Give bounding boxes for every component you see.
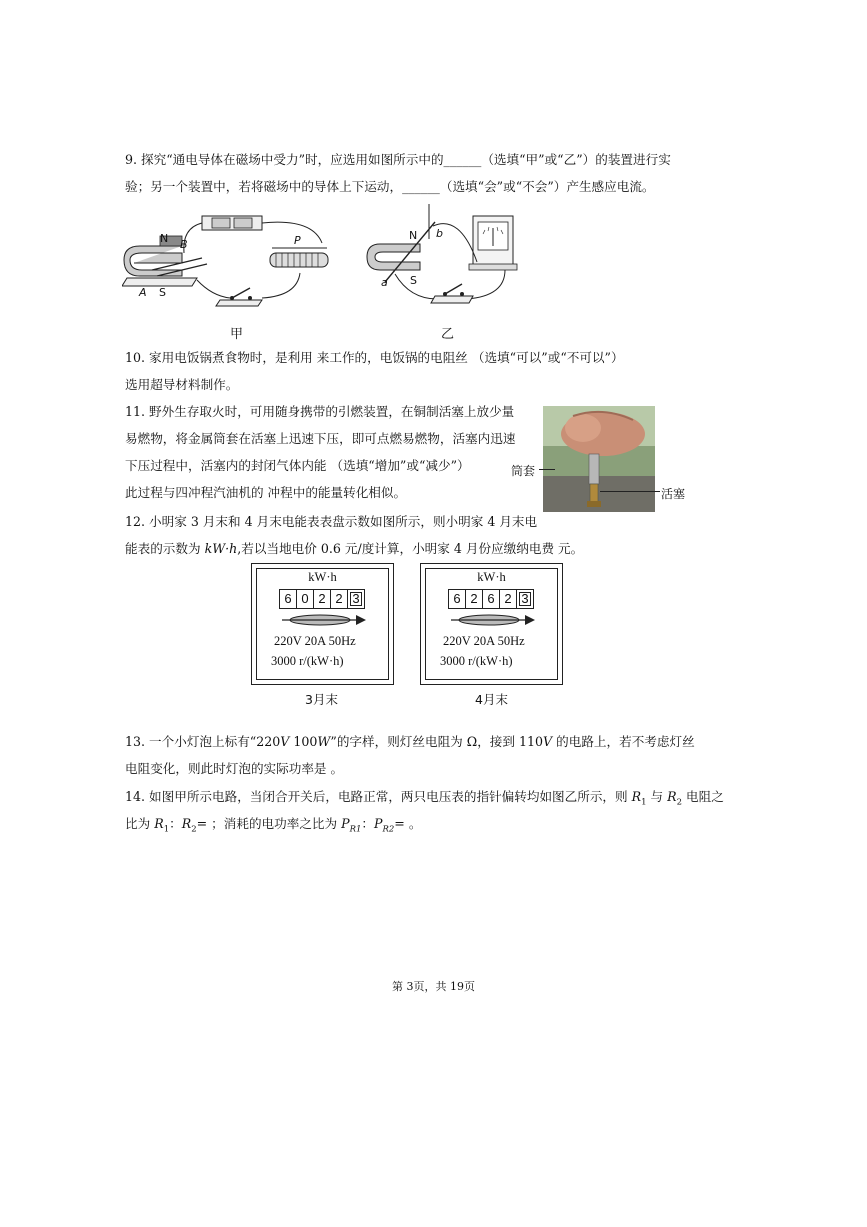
meter-march bbox=[251, 563, 394, 685]
q11-line1: 11. 野外生存取火时，可用随身携带的引燃装置，在铜制活塞上放少量 bbox=[125, 404, 515, 419]
q14-P1: P bbox=[341, 816, 350, 831]
q14-ratio-R1-sub: 1 bbox=[163, 824, 170, 835]
meter-april-spec2: 3000 r/(kW·h) bbox=[440, 654, 513, 668]
q14-P1-sub: R1 bbox=[349, 824, 362, 835]
q13-line1-part-b: 100 bbox=[289, 734, 318, 749]
meter-april bbox=[420, 563, 563, 685]
q11-line2: 易燃物，将金属筒套在活塞上迅速下压，即可点燃易燃物，活塞内迅速 bbox=[125, 431, 516, 446]
q12-line2 bbox=[125, 539, 583, 559]
q14-line1 bbox=[125, 787, 724, 813]
q12-line2-part-b: ,若以当地电价 0.6 元/度计算，小明家 4 月份应缴纳电费 元。 bbox=[237, 541, 584, 556]
q13-line1-part-d: 的电路上，若不考虑灯丝 bbox=[552, 734, 695, 749]
meter-april-digit: 3 bbox=[517, 590, 533, 608]
q13-line1-part-a: 13. 一个小灯泡上标有“220 bbox=[125, 734, 281, 749]
meter-march-spec2: 3000 r/(kW·h) bbox=[271, 654, 344, 668]
q14-ratio-R1: R bbox=[154, 816, 164, 831]
meter-april-digit: 6 bbox=[449, 590, 466, 608]
fig-jia-caption: 甲 bbox=[230, 327, 244, 342]
label-tube: 筒套 bbox=[511, 464, 536, 478]
q14-P2: P bbox=[374, 816, 383, 831]
fire-piston-photo bbox=[543, 406, 655, 512]
meter-march-unit: kW·h bbox=[308, 570, 337, 584]
q13-unit-W: W bbox=[317, 734, 331, 749]
meter-april-digit: 2 bbox=[500, 590, 517, 608]
q14-P2-sub: R2 bbox=[382, 824, 395, 835]
fig-jia-label-P: P bbox=[294, 234, 301, 247]
q14-colon2: ： bbox=[361, 816, 374, 831]
fig-jia-label-N: N bbox=[160, 232, 169, 245]
q14-line2-part-a: 比为 bbox=[125, 816, 155, 831]
q13-unit-V: V bbox=[280, 734, 290, 749]
meter-april-digits bbox=[448, 589, 534, 609]
fig-jia-label-S: S bbox=[159, 286, 166, 299]
fig-yi-label-N: N bbox=[409, 229, 418, 242]
tube-pointer-line bbox=[539, 469, 555, 470]
piston-pointer-line bbox=[600, 491, 660, 492]
q14-end: = 。 bbox=[394, 816, 422, 831]
q9-line1: 9. 探究“通电导体在磁场中受力”时，应选用如图所示中的______（选填“甲”或“乙”）的装置进行实 bbox=[125, 152, 671, 167]
meter-march-digit: 0 bbox=[297, 590, 314, 608]
fig-yi-label-S: S bbox=[410, 274, 417, 287]
page-number: 第 3页，共 19页 bbox=[392, 980, 475, 993]
fig-jia-label-B: B bbox=[180, 238, 188, 251]
fig-yi-label-a: a bbox=[381, 276, 388, 289]
meter-april-disc-arrow bbox=[451, 613, 535, 627]
meter-march-digit: 3 bbox=[348, 590, 364, 608]
q14-eq: = ；消耗的电功率之比为 bbox=[196, 816, 342, 831]
figure-yi-circuit bbox=[365, 204, 525, 309]
q13-line1-part-c: ”的字样，则灯丝电阻为 Ω，接到 110 bbox=[330, 734, 544, 749]
q14-R1-symbol: R bbox=[631, 789, 642, 804]
meter-march-digit: 6 bbox=[280, 590, 297, 608]
q14-colon: ： bbox=[169, 816, 182, 831]
meter-march-digits bbox=[279, 589, 365, 609]
q14-ratio-R2-sub: 2 bbox=[191, 824, 197, 835]
meter-april-caption: 4月末 bbox=[475, 692, 508, 707]
fig-yi-caption: 乙 bbox=[441, 327, 455, 342]
q14-R1-sub: 1 bbox=[641, 797, 647, 808]
q14-line2 bbox=[125, 814, 421, 840]
meter-march-disc-arrow bbox=[282, 613, 366, 627]
figure-jia-circuit bbox=[122, 208, 342, 313]
meter-april-digit: 6 bbox=[483, 590, 500, 608]
q14-line1-part-b: 电阻之 bbox=[682, 789, 724, 804]
q11-line4: 此过程与四冲程汽油机的 冲程中的能量转化相似。 bbox=[125, 485, 407, 500]
q10-line2: 选用超导材料制作。 bbox=[125, 377, 239, 392]
q14-R2-symbol: R bbox=[667, 789, 677, 804]
q14-R2-sub: 2 bbox=[676, 797, 683, 808]
q13-line2: 电阻变化，则此时灯泡的实际功率是 。 bbox=[125, 761, 344, 776]
meter-march-digit: 2 bbox=[314, 590, 331, 608]
meter-april-spec1: 220V 20A 50Hz bbox=[443, 634, 525, 648]
fig-yi-label-b: b bbox=[436, 227, 443, 240]
q12-line2-part-a: 能表的示数为 bbox=[125, 541, 205, 556]
q14-mid: 与 bbox=[646, 789, 668, 804]
meter-april-digit: 2 bbox=[466, 590, 483, 608]
q14-line1-part-a: 14. 如图甲所示电路，当闭合开关后，电路正常，两只电压表的指针偏转均如图乙所示，则 bbox=[125, 789, 632, 804]
q10-line1: 10. 家用电饭锅煮食物时，是利用 来工作的，电饭锅的电阻丝 （选填“可以”或“不可以”） bbox=[125, 350, 624, 365]
q12-line1: 12. 小明家 3 月末和 4 月末电能表表盘示数如图所示，则小明家 4 月末电 bbox=[125, 514, 538, 529]
meter-march-spec1: 220V 20A 50Hz bbox=[274, 634, 356, 648]
fig-jia-label-A: A bbox=[139, 286, 147, 299]
q12-line2-unit: kW·h bbox=[204, 541, 238, 556]
meter-april-unit: kW·h bbox=[477, 570, 506, 584]
meter-march-caption: 3月末 bbox=[305, 692, 338, 707]
q9-line2: 验；另一个装置中，若将磁场中的导体上下运动，______（选填“会”或“不会”）产生感应电流。 bbox=[125, 179, 655, 194]
q13-unit-V2: V bbox=[543, 734, 553, 749]
q11-line3: 下压过程中，活塞内的封闭气体内能 （选填“增加”或“减少”） bbox=[125, 458, 470, 473]
label-piston: 活塞 bbox=[661, 487, 686, 501]
meter-march-digit: 2 bbox=[331, 590, 348, 608]
q14-ratio-R2: R bbox=[181, 816, 192, 831]
q13-line1 bbox=[125, 732, 695, 752]
